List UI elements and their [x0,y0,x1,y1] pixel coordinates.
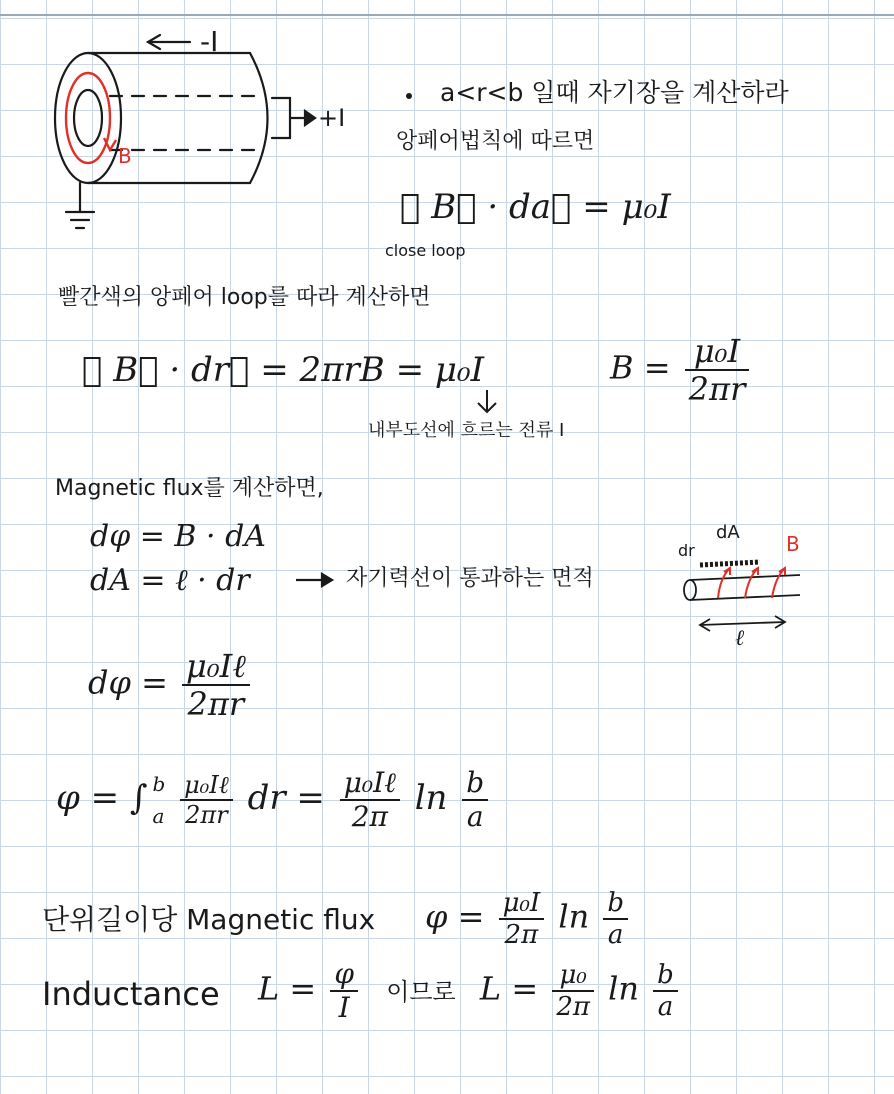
integral-limits [152,768,165,832]
per-length-ln-num: b [603,890,628,920]
b-fraction [685,332,750,408]
inductance-den: I [338,991,350,1024]
da-eq: dA = ℓ · dr [90,563,250,598]
result-num: μ₀Iℓ [340,769,400,801]
b-lhs: B = [610,348,671,387]
loop-eq-mid: = 2πrB = μ₀I [260,350,485,390]
per-length-label: 단위길이당 Magnetic flux [42,903,376,936]
per-length-ln-den: a [607,920,624,950]
per-length-num: μ₀I [499,890,545,920]
inductance-ln-num: b [653,962,678,992]
field-vector-label: B [118,144,132,168]
per-length-den: 2π [504,920,539,950]
side-da-label: dA [716,522,740,543]
inductance-mid: 이므로 [386,977,456,1006]
ampere-law-eq: = [582,187,611,227]
dphi2-num: μ₀Iℓ [182,650,250,686]
dphi2-den: 2πr [187,685,245,723]
b-den: 2πr [688,370,746,408]
dphi-eq: dφ = B · dA [90,519,266,554]
ampere-law [400,187,671,227]
integrand-fraction [180,773,233,827]
current-in-label: +I [318,104,346,132]
integrand-num: μ₀Iℓ [180,773,233,801]
inductance-eq [258,957,682,1024]
inductance-lhs: L = [258,969,317,1008]
inductance-num2: μ₀ [552,962,594,992]
inductance-ln-fraction [653,962,678,1020]
dphi2-lhs: dφ = [88,663,168,702]
inductance-num: φ [330,960,358,992]
inductance-fraction2 [552,962,594,1020]
page-top-line [0,14,894,16]
phi-dr: dr = [247,778,325,818]
loop-eq-lhs: ∮ B⃗ · dr⃗ [82,350,250,390]
da-note: 자기력선이 통과하는 면적 [346,566,594,591]
phi-ln: ln [414,778,448,818]
result-fraction [340,766,400,833]
ln-fraction [462,766,488,833]
inductance-ln-den: a [657,992,674,1022]
current-out-label: -I [200,25,219,58]
inner-current-note: 내부도선에 흐르는 전류 I [368,420,565,441]
per-length-fraction [499,890,545,948]
inductance-label: Inductance [42,975,220,1013]
inductance-den2: 2π [556,992,590,1022]
b-num: μ₀I [685,335,750,371]
per-length-lhs: φ = [425,897,485,936]
b-field-result [610,332,753,408]
ln-num: b [462,769,488,801]
per-length-ln: ln [558,897,590,936]
per-length-eq [425,890,632,948]
upper-limit: b [152,772,166,796]
lower-limit: a [152,804,165,828]
phi-lhs: φ = ∫ [56,778,148,818]
side-dr-label: dr [678,541,695,560]
dphi2-eq [88,647,254,723]
loop-equation [82,350,485,390]
bullet-text: a<r<b 일때 자기장을 계산하라 [440,78,789,107]
inductance-fraction [330,957,358,1024]
ampere-law-lhs: ∮ B⃗ · da⃗ [400,187,572,227]
red-loop-line: 빨간색의 앙페어 loop를 따라 계산하면 [58,285,431,310]
per-length-ln-fraction [603,890,628,948]
ampere-intro: 앙페어법칙에 따르면 [396,129,595,154]
integrand-den: 2πr [185,801,228,829]
close-loop-note: close loop [385,241,466,260]
phi-integral [56,768,492,832]
side-b-label: B [786,532,800,556]
inductance-lhs2: L = [479,969,539,1008]
flux-intro: Magnetic flux를 계산하면, [55,476,324,501]
ampere-law-rhs: μ₀I [621,187,671,227]
result-den: 2π [351,800,388,833]
dphi2-fraction [182,647,250,723]
side-l-label: ℓ [735,626,745,651]
inductance-ln: ln [608,969,639,1008]
ln-den: a [466,800,484,833]
